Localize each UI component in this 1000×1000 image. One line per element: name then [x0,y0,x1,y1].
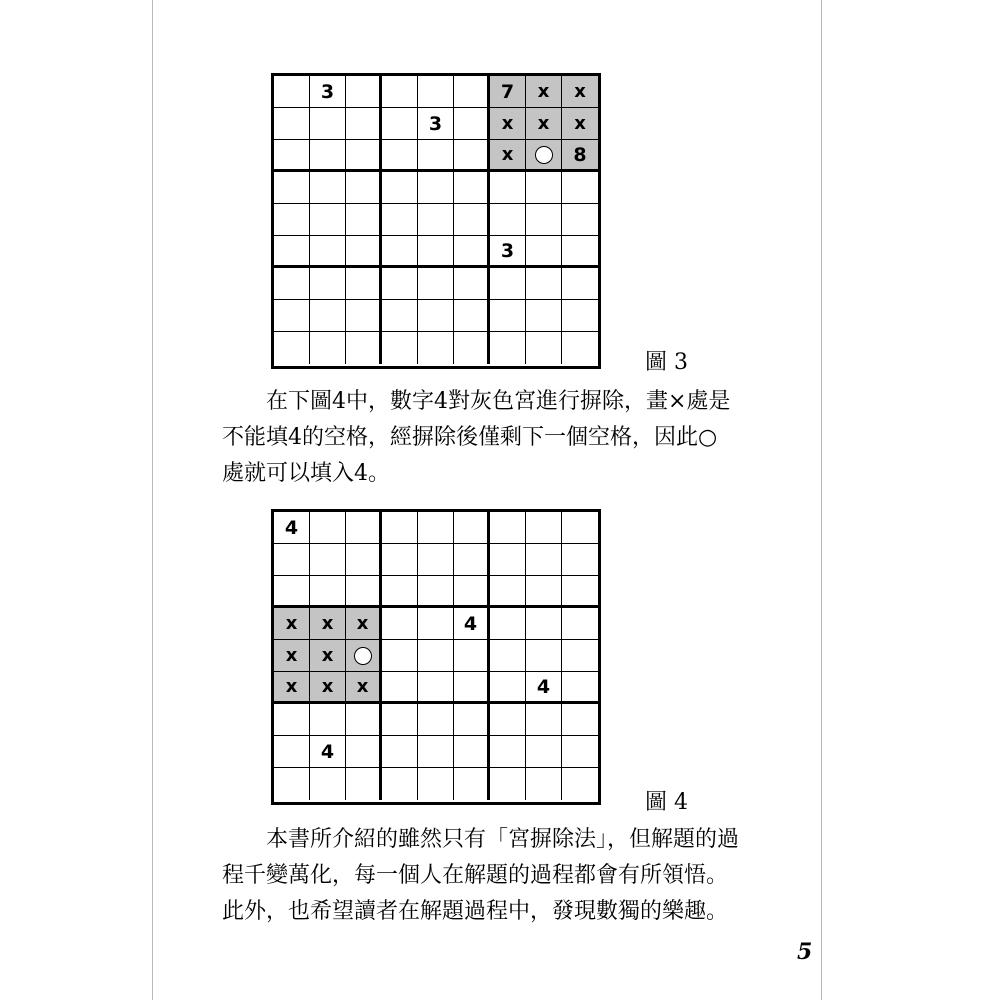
given-digit-cell: 4 [310,736,346,768]
cross-mark: x [537,81,550,102]
empty-cell [274,332,310,364]
empty-cell [346,268,382,300]
empty-cell [490,608,526,640]
candidate-cell [526,140,562,172]
empty-cell [526,236,562,268]
given-digit-cell: 8 [562,140,598,172]
empty-cell [562,544,598,576]
eliminated-cell [274,608,310,640]
empty-cell [418,204,454,236]
eliminated-cell [310,672,346,704]
empty-cell [382,576,418,608]
empty-cell [310,204,346,236]
empty-cell [562,300,598,332]
empty-cell [526,300,562,332]
empty-cell [490,576,526,608]
empty-cell [454,268,490,300]
empty-cell [490,640,526,672]
empty-cell [562,768,598,800]
paragraph-2 [222,822,792,930]
empty-cell [562,172,598,204]
empty-cell [346,332,382,364]
empty-cell [562,236,598,268]
empty-cell [454,236,490,268]
empty-cell [454,204,490,236]
empty-cell [310,300,346,332]
empty-cell [310,768,346,800]
empty-cell [346,140,382,172]
empty-cell [418,172,454,204]
empty-cell [346,76,382,108]
empty-cell [382,76,418,108]
empty-cell [382,768,418,800]
empty-cell [382,608,418,640]
empty-cell [274,204,310,236]
empty-cell [562,672,598,704]
empty-cell [382,300,418,332]
empty-cell [454,544,490,576]
empty-cell [346,512,382,544]
empty-cell [382,172,418,204]
empty-cell [454,640,490,672]
paragraph-1-line: 不能填4的空格，經摒除後僅剩下一個空格，因此○ [222,425,718,450]
eliminated-cell [310,640,346,672]
empty-cell [562,608,598,640]
paragraph-2-line: 本書所介紹的雖然只有「宮摒除法」，但解題的過 [222,827,740,852]
figure-4-caption: 圖 4 [645,790,688,815]
empty-cell [526,332,562,364]
empty-cell [418,704,454,736]
eliminated-cell [274,640,310,672]
empty-cell [310,704,346,736]
empty-cell [310,268,346,300]
empty-cell [274,108,310,140]
eliminated-cell [562,76,598,108]
empty-cell [382,204,418,236]
empty-cell [382,544,418,576]
empty-cell [490,736,526,768]
given-digit-cell: 7 [490,76,526,108]
empty-cell [490,704,526,736]
empty-cell [526,172,562,204]
empty-cell [418,608,454,640]
empty-cell [454,704,490,736]
given-digit-cell: 4 [454,608,490,640]
sudoku-grid-figure-4 [271,509,601,805]
paragraph-2-line: 程千變萬化，每一個人在解題的過程都會有所領悟。 [222,863,729,888]
empty-cell [346,544,382,576]
eliminated-cell [346,608,382,640]
cross-mark: x [574,81,586,102]
empty-cell [490,544,526,576]
empty-cell [418,140,454,172]
figure-3-caption: 圖 3 [645,350,688,375]
eliminated-cell [346,672,382,704]
empty-cell [526,512,562,544]
cross-mark: x [501,144,514,165]
empty-cell [346,736,382,768]
empty-cell [454,576,490,608]
empty-cell [526,704,562,736]
sudoku-grid-figure-3 [271,73,601,369]
empty-cell [562,332,598,364]
empty-cell [418,672,454,704]
empty-cell [562,640,598,672]
paragraph-1 [222,384,792,492]
paragraph-1-line: 在下圖4中，數字4對灰色宮進行摒除，畫×處是 [222,389,731,414]
empty-cell [310,108,346,140]
empty-cell [274,768,310,800]
empty-cell [526,768,562,800]
given-digit-cell: 4 [526,672,562,704]
empty-cell [346,204,382,236]
cross-mark: x [321,613,334,634]
empty-cell [274,76,310,108]
empty-cell [454,332,490,364]
empty-cell [526,268,562,300]
empty-cell [346,236,382,268]
eliminated-cell [490,108,526,140]
empty-cell [454,672,490,704]
cross-mark: x [321,676,334,697]
paragraph-2-line: 此外，也希望讀者在解題過程中，發現數獨的樂趣。 [222,899,729,924]
empty-cell [490,512,526,544]
given-digit-cell: 3 [310,76,346,108]
empty-cell [418,332,454,364]
empty-cell [562,512,598,544]
empty-cell [562,268,598,300]
circle-icon [535,146,553,164]
cross-mark: x [574,113,586,134]
empty-cell [454,108,490,140]
empty-cell [346,108,382,140]
empty-cell [418,236,454,268]
empty-cell [418,736,454,768]
empty-cell [454,736,490,768]
empty-cell [490,172,526,204]
eliminated-cell [526,108,562,140]
empty-cell [490,268,526,300]
empty-cell [562,704,598,736]
empty-cell [454,300,490,332]
empty-cell [274,704,310,736]
eliminated-cell [310,608,346,640]
empty-cell [382,704,418,736]
cross-mark: x [356,613,369,634]
empty-cell [454,768,490,800]
empty-cell [382,332,418,364]
empty-cell [562,736,598,768]
empty-cell [490,768,526,800]
empty-cell [418,512,454,544]
cross-mark: x [321,645,334,666]
empty-cell [346,300,382,332]
empty-cell [490,204,526,236]
empty-cell [382,108,418,140]
empty-cell [490,332,526,364]
empty-cell [526,608,562,640]
eliminated-cell [490,140,526,172]
candidate-cell [346,640,382,672]
empty-cell [346,768,382,800]
circle-icon [354,647,372,665]
empty-cell [346,704,382,736]
cross-mark: x [285,645,298,666]
empty-cell [418,640,454,672]
cross-mark: x [285,613,298,634]
empty-cell [382,672,418,704]
empty-cell [310,332,346,364]
empty-cell [310,172,346,204]
empty-cell [526,640,562,672]
empty-cell [454,512,490,544]
empty-cell [310,140,346,172]
empty-cell [526,736,562,768]
eliminated-cell [562,108,598,140]
empty-cell [274,140,310,172]
empty-cell [310,544,346,576]
eliminated-cell [526,76,562,108]
empty-cell [382,736,418,768]
empty-cell [454,140,490,172]
empty-cell [310,512,346,544]
cross-mark: x [356,676,369,697]
empty-cell [490,300,526,332]
empty-cell [274,544,310,576]
empty-cell [526,544,562,576]
empty-cell [418,576,454,608]
empty-cell [382,268,418,300]
empty-cell [454,172,490,204]
empty-cell [418,300,454,332]
empty-cell [382,140,418,172]
empty-cell [490,672,526,704]
page-number: 5 [797,939,813,965]
empty-cell [562,204,598,236]
paragraph-1-line: 處就可以填入4。 [222,461,390,486]
empty-cell [382,512,418,544]
empty-cell [274,736,310,768]
empty-cell [274,576,310,608]
empty-cell [382,236,418,268]
empty-cell [562,576,598,608]
empty-cell [526,204,562,236]
empty-cell [418,268,454,300]
empty-cell [274,268,310,300]
cross-mark: x [537,113,550,134]
empty-cell [274,172,310,204]
empty-cell [346,172,382,204]
empty-cell [454,76,490,108]
empty-cell [274,236,310,268]
cross-mark: x [285,676,298,697]
given-digit-cell: 4 [274,512,310,544]
empty-cell [310,236,346,268]
given-digit-cell: 3 [418,108,454,140]
empty-cell [526,576,562,608]
given-digit-cell: 3 [490,236,526,268]
empty-cell [346,576,382,608]
cross-mark: x [501,113,514,134]
empty-cell [418,768,454,800]
empty-cell [274,300,310,332]
empty-cell [382,640,418,672]
eliminated-cell [274,672,310,704]
empty-cell [418,544,454,576]
empty-cell [310,576,346,608]
empty-cell [418,76,454,108]
